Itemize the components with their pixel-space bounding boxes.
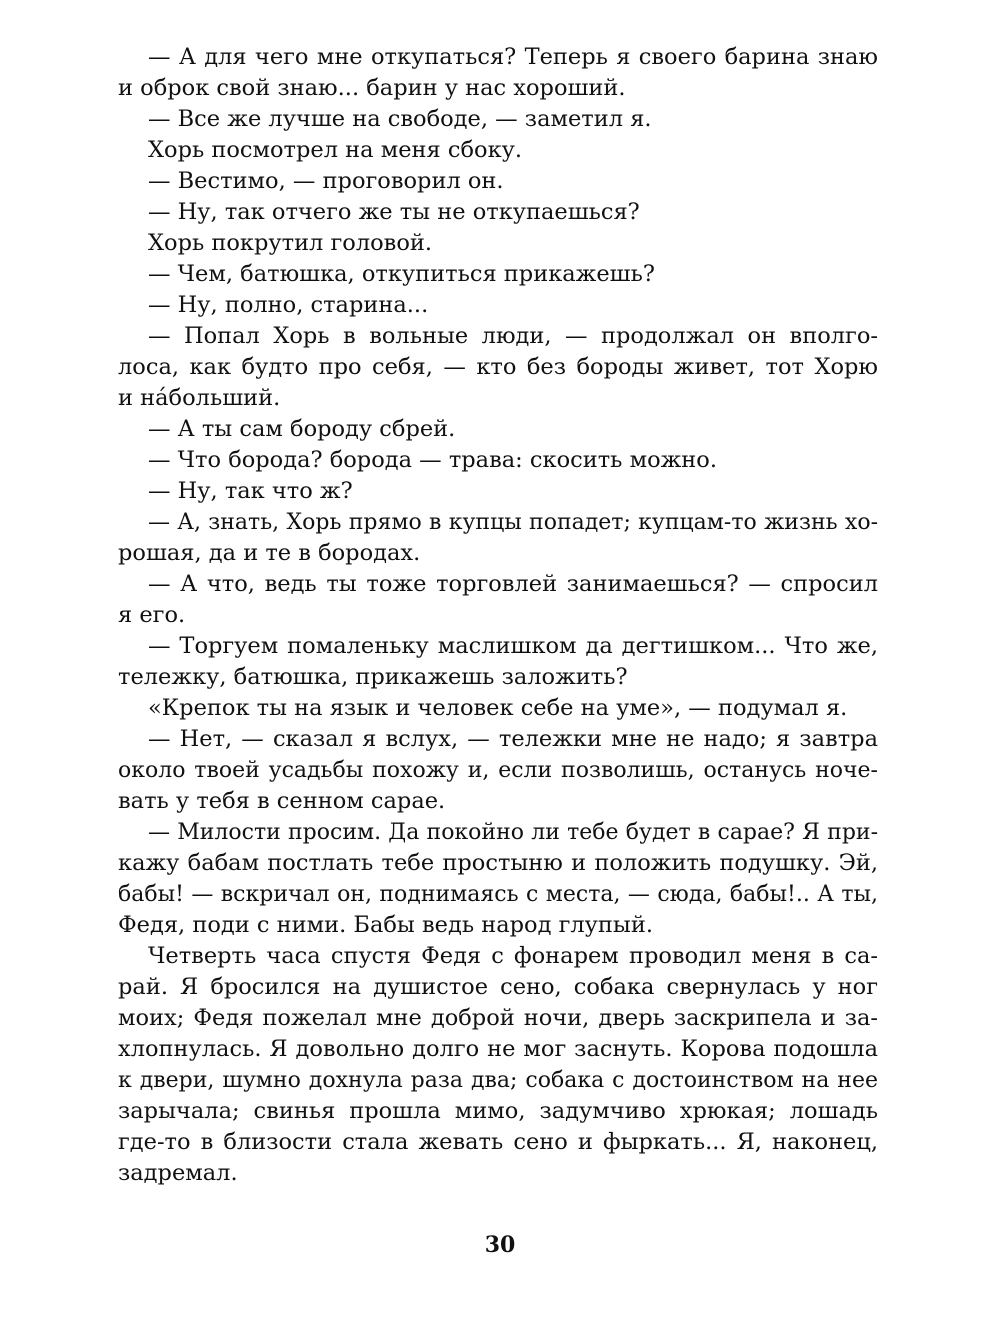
text-line: и на́больший.	[118, 385, 281, 411]
text-line: — Нет, — сказал я вслух, — тележки мне не надо; я завтра	[148, 726, 878, 752]
text-line: зарычала; свинья прошла мимо, задумчиво хрюкая; лошадь	[118, 1098, 878, 1124]
text-line: — Чем, батюшка, откупиться прикажешь?	[148, 261, 655, 287]
text-line: хлопнулась. Я довольно долго не мог заснуть. Корова подошла	[118, 1036, 878, 1062]
text-line: моих; Федя пожелал мне доброй ночи, дверь заскрипела и за-	[118, 1005, 878, 1031]
text-line: — А ты сам бороду сбрей.	[148, 416, 456, 442]
page-number: 30	[484, 1232, 516, 1258]
text-line: задремал.	[118, 1160, 238, 1186]
text-line: — А для чего мне откупаться? Теперь я своего барина знаю	[148, 44, 878, 70]
text-line: — Все же лучше на свободе, — заметил я.	[148, 106, 652, 132]
text-line: — Ну, так что ж?	[148, 478, 353, 504]
text-line: где-то в близости стала жевать сено и фыркать... Я, наконец,	[118, 1129, 878, 1155]
text-line: Хорь посмотрел на меня сбоку.	[148, 137, 523, 163]
text-line: лоса, как будто про себя, — кто без бороды живет, тот Хорю	[118, 354, 878, 380]
text-line: около твоей усадьбы похожу и, если позволишь, останусь ноче-	[118, 758, 878, 783]
text-line: «Крепок ты на язык и человек себе на уме», — подумал я.	[148, 695, 848, 721]
text-line: — А, знать, Хорь прямо в купцы попадет; купцам-то жизнь хо-	[148, 510, 878, 535]
text-line: тележку, батюшка, прикажешь заложить?	[118, 664, 628, 690]
text-line: — Милости просим. Да покойно ли тебе будет в сарае? Я при-	[148, 820, 878, 845]
body-text	[118, 42, 878, 1189]
text-line: — А что, ведь ты тоже торговлей занимаешься? — спросил	[148, 571, 878, 597]
text-line: бабы! — вскричал он, поднимаясь с места, — сюда, бабы!.. А ты,	[118, 882, 878, 907]
text-line: — Попал Хорь в вольные люди, — продолжал он вполго-	[148, 323, 878, 349]
text-line: и оброк свой знаю... барин у нас хороший.	[118, 75, 626, 101]
text-line: рошая, да и те в бородах.	[118, 540, 421, 566]
text-line: — Торгуем помаленьку маслишком да дегтишком... Что же,	[148, 633, 878, 659]
text-line: — Вестимо, — проговорил он.	[148, 168, 504, 194]
text-line: Хорь покрутил головой.	[148, 230, 433, 256]
text-line: кажу бабам постлать тебе простыню и положить подушку. Эй,	[118, 850, 878, 876]
text-line: рай. Я бросился на душистое сено, собака свернулась у ног	[118, 974, 878, 1000]
text-line: я его.	[118, 602, 186, 628]
text-line: Четверть часа спустя Федя с фонарем проводил меня в са-	[148, 943, 878, 969]
text-line: — Ну, полно, старина...	[148, 292, 429, 318]
text-line: к двери, шумно дохнула раза два; собака с достоинством на нее	[118, 1068, 878, 1093]
text-line: Федя, поди с ними. Бабы ведь народ глупый.	[118, 912, 653, 938]
text-line: — Что борода? борода — трава: скосить можно.	[148, 447, 718, 473]
text-line: — Ну, так отчего же ты не откупаешься?	[148, 199, 640, 225]
text-line: вать у тебя в сенном сарае.	[118, 788, 446, 814]
